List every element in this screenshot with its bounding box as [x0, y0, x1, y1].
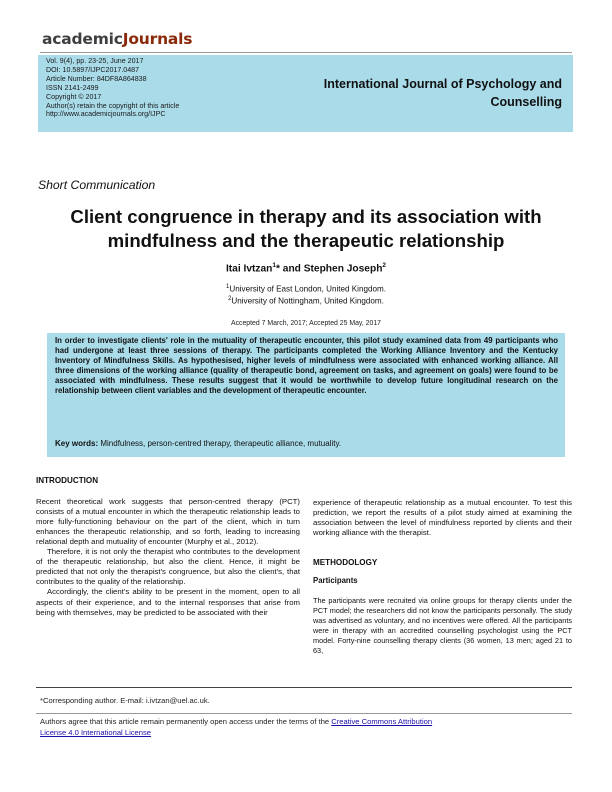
author-list: Itai Ivtzan$^1$* and Stephen Joseph$^2$: [225, 262, 387, 275]
author-2: Stephen Joseph: [303, 263, 383, 275]
left-column: [36, 476, 300, 618]
article-meta: [46, 57, 179, 119]
article-number-line: Article Number: 84DF8A864838: [46, 74, 147, 83]
participants-paragraph: The participants were recruited via online groups for therapy clients under the PCT model; the researchers did not know the participants personally. The study was advertised as voluntary, and no incentives were offered. All the participants were in therapy with an accredited counselling psychologist using the PCT model. Forty-nine counselling therapy clients (36 women, 13 men; aged 21 to 63,: [313, 596, 572, 655]
license-note: Authors agree that this article remain permanently open access under the terms of the Creative Commons Attribution License 4.0 International License: [40, 717, 433, 737]
intro-paragraph-1: Recent theoretical work suggests that person-centred therapy (PCT) consists of a mutual encounter in which the therapeutic relationship leads to more fully-functioning behaviour on the part of the client, which in turn enhances the therapeutic relationship, and so forth, leading to increasing relational depth and mutuality of encounter (Murphy et al., 2012).: [36, 497, 300, 547]
affiliation-1: $^1$University of East London, United Kingdom.: [226, 284, 386, 294]
participants-subheading: Participants: [313, 576, 358, 586]
affiliation-2: $^2$University of Nottingham, United Kingdom.: [228, 296, 384, 306]
journal-url[interactable]: http://www.academicjournals.org/IJPC: [46, 110, 166, 119]
rights-line: Author(s) retain the copyright of this article: [46, 101, 180, 110]
article-type: Short Communication: [38, 178, 156, 192]
abstract-text: In order to investigate clients' role in the mutuality of therapeutic encounter, this pilot study examined data from 49 participants who had undergone at least three sessions of therapy. The participants completed the Working Alliance Inventory and the Kentucky Inventory of Mindfulness Skills. As hypothesised, higher levels of mindfulness were associated with enhanced working alliance. All three dimensions of the working alliance (quality of therapeutic bond, agreement on tasks, and agreement on goals) were found to be associated with mindfulness. These results suggest that it would be worthwhile to develop future longitudinal research on the relationship between client variables and the development of therapeutic encounter.: [55, 336, 558, 396]
corresponding-author: *Corresponding author. E-mail: i.ivtzan@uel.ac.uk.: [40, 696, 210, 705]
article-title: Client congruence in therapy and its association with mindfulness and the therapeutic relationship: [70, 206, 542, 251]
author-1: Itai Ivtzan: [225, 263, 273, 275]
footnote-rule-2: [36, 713, 572, 714]
issn-line: ISSN 2141-2499: [46, 83, 99, 92]
footnote-rule: [36, 687, 572, 688]
intro-paragraph-3: Accordingly, the client's ability to be present in the moment, open to all aspects of their experience, and to the internal responses that arise from being with themselves, may be predicted to be associated with their: [36, 587, 300, 617]
license-link-2[interactable]: License 4.0 International License: [40, 727, 152, 737]
intro-paragraph-2: Therefore, it is not only the therapist who contributes to the development of the therapeutic relationship, but also the client. Hence, it might be predicted that not only the therapist's congruence, but also the client's, that contributes to the quality of the relationship.: [36, 547, 300, 587]
keywords-text: Mindfulness, person-centred therapy, therapeutic alliance, mutuality.: [98, 439, 342, 448]
doi-line: DOI: 10.5897/IJPC2017.0487: [46, 65, 140, 74]
keywords-label: Key words:: [55, 439, 99, 448]
accepted-dates: Accepted 7 March, 2017; Accepted 25 May, 2017: [230, 320, 382, 327]
keywords: [55, 439, 558, 448]
introduction-heading: INTRODUCTION: [36, 476, 99, 485]
copyright-line: Copyright © 2017: [46, 92, 102, 101]
right-column: [313, 498, 572, 656]
intro-paragraph-4: experience of therapeutic relationship as a mutual encounter. To test this prediction, we report the results of a pilot study aimed at examining the association between the level of mindfulness reported by clients and their working alliance with the therapist.: [313, 498, 572, 538]
header-rule: [40, 52, 572, 53]
methodology-heading: METHODOLOGY: [313, 558, 378, 568]
volume-line: Vol. 9(4), pp. 23-25, June 2017: [46, 57, 144, 65]
journal-name: International Journal of Psychology and Counselling: [323, 77, 562, 109]
license-link[interactable]: Creative Commons Attribution: [331, 717, 433, 726]
publisher-logo: academicJournals: [42, 30, 193, 48]
